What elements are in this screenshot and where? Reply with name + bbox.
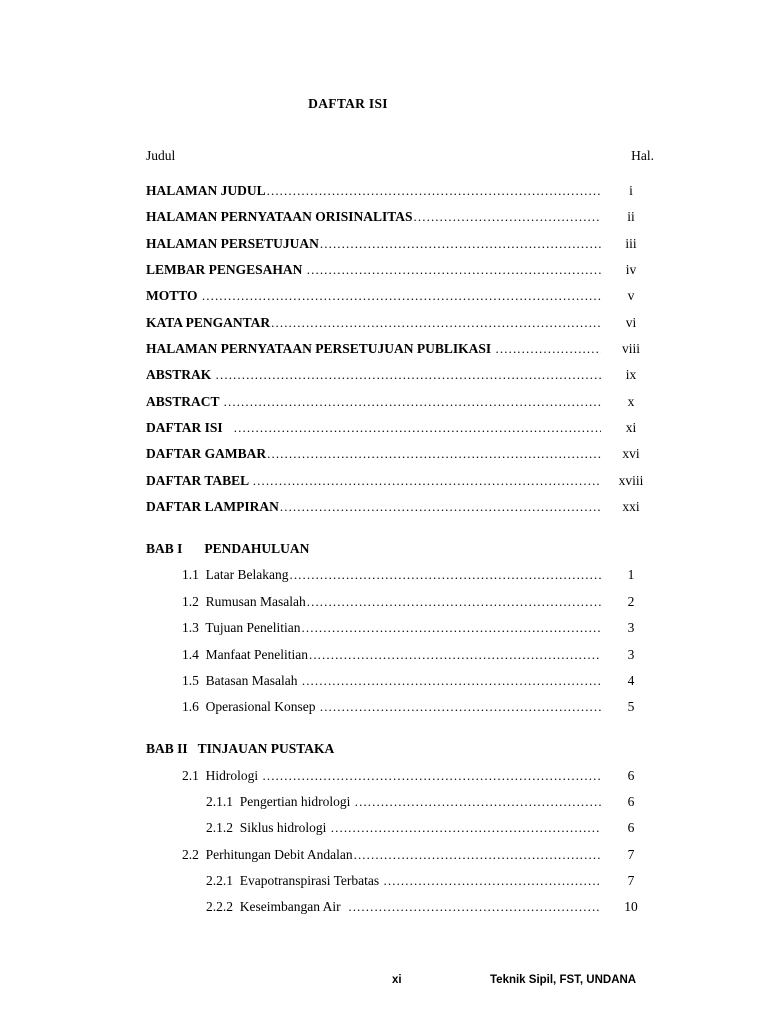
dot-leader (280, 500, 601, 514)
toc-entry-page: x (627, 393, 635, 409)
list-item[interactable] (146, 900, 660, 915)
toc-entry-label: 2.2.1 Evapotranspirasi Terbatas (206, 872, 383, 888)
toc-entry-label: HALAMAN PERNYATAAN PERSETUJUAN PUBLIKASI (146, 341, 495, 357)
dot-leader (267, 447, 601, 461)
toc-entry-label: MOTTO (146, 288, 201, 304)
toc-entry-page: 2 (627, 593, 635, 609)
list-item[interactable] (146, 395, 660, 410)
dot-leader (253, 474, 601, 488)
toc-entry-label: 1.5 Batasan Masalah (182, 672, 301, 688)
footer-institution: Teknik Sipil, FST, UNDANA (490, 974, 637, 986)
dot-leader (271, 316, 601, 330)
chapter-name: TINJAUAN PUSTAKA (197, 741, 335, 757)
dot-leader (348, 900, 601, 914)
dot-leader (496, 342, 601, 356)
toc-entry-label: DAFTAR ISI (146, 420, 233, 436)
footer-page-number: xi (392, 974, 402, 986)
toc-entry-page: 3 (627, 646, 635, 662)
list-item[interactable] (146, 874, 660, 889)
chapter-number: BAB I (146, 540, 183, 556)
list-item[interactable] (146, 700, 660, 715)
toc-entry-label: 2.1.2 Siklus hidrologi (206, 820, 330, 836)
dot-leader (216, 368, 601, 382)
toc-entry-page: 1 (627, 567, 635, 583)
list-item[interactable] (146, 316, 660, 331)
toc-entry-page: 3 (627, 620, 635, 636)
list-item[interactable] (146, 342, 660, 357)
toc-entry-page: xxi (622, 499, 640, 515)
toc-entry-page: xviii (618, 472, 644, 488)
toc-entry-page: 7 (627, 872, 635, 888)
toc-entry-label: ABSTRACT (146, 393, 223, 409)
toc-entry-page: v (627, 288, 635, 304)
chapter-number: BAB II (146, 741, 188, 757)
list-item[interactable] (146, 769, 660, 784)
dot-leader (302, 674, 601, 688)
dot-leader (309, 648, 601, 662)
list-item[interactable] (146, 795, 660, 810)
list-item[interactable] (146, 595, 660, 610)
dot-leader (263, 769, 602, 783)
toc-entry-label: 2.2 Perhitungan Debit Andalan (182, 846, 353, 862)
list-item[interactable] (146, 421, 660, 436)
dot-leader (355, 795, 601, 809)
toc-entry-page: 4 (627, 672, 635, 688)
toc-entry-label: 1.2 Rumusan Masalah (182, 593, 306, 609)
toc-entry-page: 10 (624, 899, 638, 915)
list-item[interactable] (146, 289, 660, 304)
dot-leader (234, 421, 601, 435)
toc-entry-page: xvi (622, 446, 640, 462)
list-item[interactable] (146, 184, 660, 199)
toc-entry-page: 7 (627, 846, 635, 862)
toc-entry-label: HALAMAN JUDUL (146, 183, 266, 198)
list-item[interactable] (146, 621, 660, 636)
dot-leader (224, 395, 601, 409)
dot-leader (331, 821, 601, 835)
list-item[interactable] (146, 674, 660, 689)
page-title: DAFTAR ISI (308, 96, 388, 111)
dot-leader (354, 848, 601, 862)
dot-leader (320, 700, 601, 714)
list-item[interactable] (146, 500, 660, 515)
toc-entry-label: ABSTRAK (146, 367, 215, 383)
dot-leader (384, 874, 601, 888)
toc-entry-label: 2.1.1 Pengertian hidrologi (206, 793, 354, 809)
chapter-2-entries (146, 769, 660, 916)
dot-leader (307, 263, 601, 277)
list-item[interactable] (146, 263, 660, 278)
toc-entry-label: KATA PENGANTAR (146, 314, 271, 330)
dot-leader (202, 289, 601, 303)
toc-entry-label: 1.3 Tujuan Penelitian (182, 620, 301, 636)
toc-entry-label: 1.1 Latar Belakang (182, 567, 289, 583)
dot-leader (307, 595, 601, 609)
front-matter-list (146, 184, 660, 515)
toc-entry-page: 6 (627, 767, 635, 783)
toc-entry-label: 1.6 Operasional Konsep (182, 699, 319, 715)
toc-entry-label: DAFTAR TABEL (146, 472, 252, 488)
toc-entry-page: xi (625, 420, 637, 436)
dot-leader (320, 237, 601, 251)
toc-entry-page: ix (625, 367, 637, 383)
toc-entry-page: vi (625, 314, 637, 330)
chapter-1-entries (146, 568, 660, 715)
column-header-title: Judul (146, 148, 176, 163)
toc-entry-page: ii (627, 209, 635, 225)
toc-entry-page: viii (621, 341, 640, 357)
list-item[interactable] (146, 447, 660, 462)
toc-entry-label: DAFTAR GAMBAR (146, 446, 267, 462)
toc-entry-page: iii (625, 235, 637, 251)
toc-entry-page: 6 (627, 793, 635, 809)
dot-leader (267, 184, 601, 198)
list-item[interactable] (146, 368, 660, 383)
dot-leader (414, 210, 601, 224)
toc-entry-label: DAFTAR LAMPIRAN (146, 499, 279, 515)
list-item[interactable] (146, 648, 660, 663)
toc-entry-label: 1.4 Manfaat Penelitian (182, 646, 308, 662)
toc-entry-page: i (629, 183, 633, 198)
toc-entry-label: 2.2.2 Keseimbangan Air (206, 899, 348, 915)
dot-leader (289, 568, 601, 582)
toc-entry-page: iv (625, 262, 637, 278)
toc-entry-label: 2.1 Hidrologi (182, 767, 262, 783)
toc-entry-label: HALAMAN PERSETUJUAN (146, 235, 319, 251)
chapter-heading-2[interactable] (146, 741, 660, 757)
list-item[interactable] (146, 210, 660, 225)
list-item[interactable] (146, 568, 660, 583)
toc-entry-page: 6 (627, 820, 635, 836)
list-item[interactable] (146, 237, 660, 252)
toc-entry-label: LEMBAR PENGESAHAN (146, 262, 306, 278)
toc-entry-label: HALAMAN PERNYATAAN ORISINALITAS (146, 209, 413, 225)
list-item[interactable] (146, 474, 660, 489)
chapter-name: PENDAHULUAN (204, 540, 310, 556)
dot-leader (302, 621, 601, 635)
chapter-heading-1[interactable] (146, 541, 660, 557)
list-item[interactable] (146, 821, 660, 836)
column-header-page: Hal. (631, 148, 654, 163)
toc-entry-page: 5 (627, 699, 635, 715)
toc-column-headers (146, 148, 660, 164)
list-item[interactable] (146, 848, 660, 863)
